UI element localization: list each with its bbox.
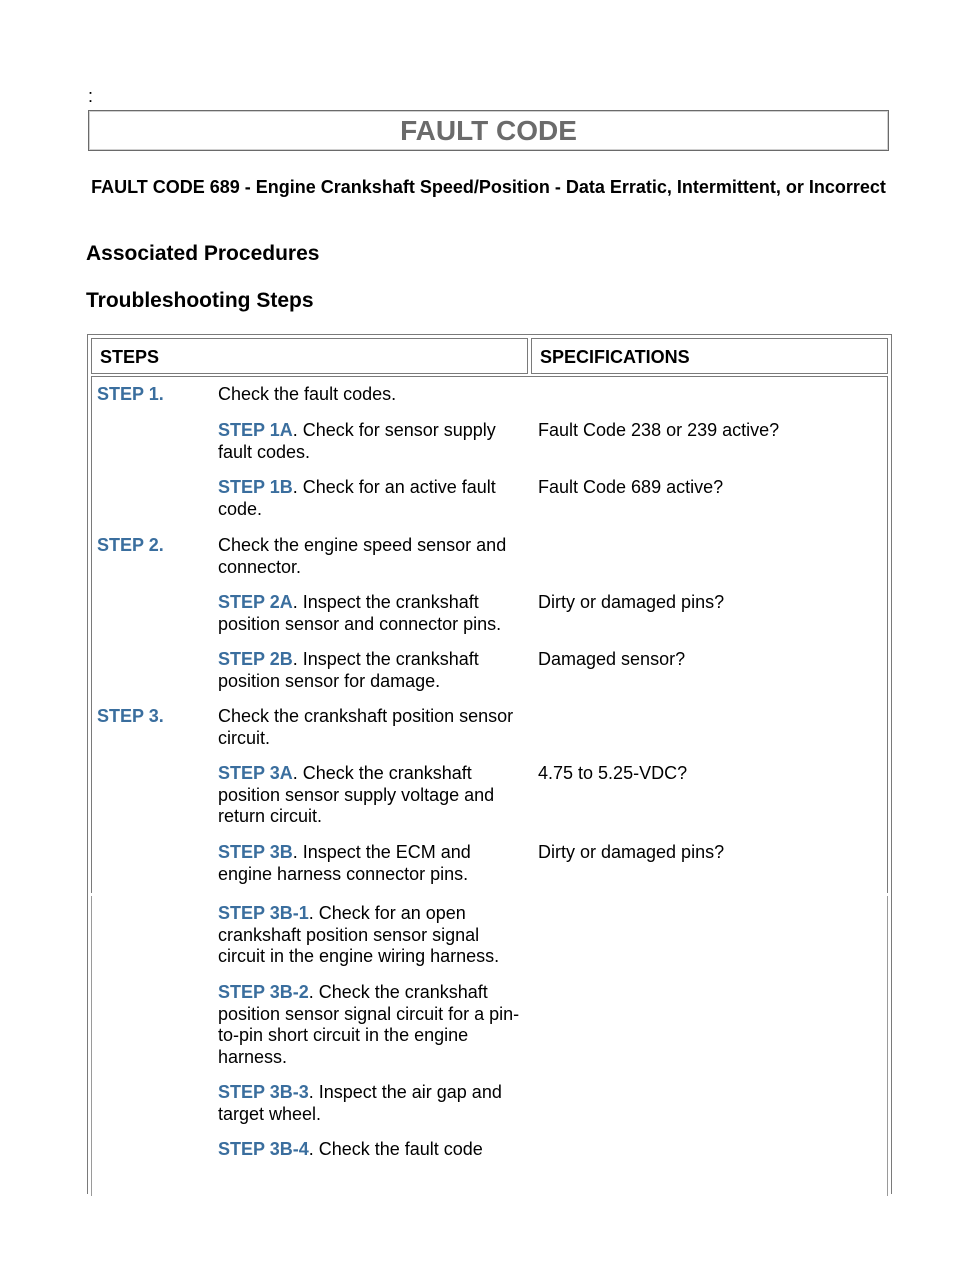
specifications-column-header: SPECIFICATIONS (531, 338, 888, 374)
step-1b-description: STEP 1B. Check for an active fault code. (218, 477, 496, 519)
page-banner: FAULT CODE (88, 110, 889, 151)
step-3b-link[interactable]: STEP 3B (218, 842, 293, 862)
step-2b-spec: Damaged sensor? (538, 649, 686, 669)
step-2a-spec: Dirty or damaged pins? (538, 592, 725, 612)
associated-procedures-heading: Associated Procedures (86, 242, 320, 265)
step-1a-link[interactable]: STEP 1A (218, 420, 293, 440)
step-2a-link[interactable]: STEP 2A (218, 592, 293, 612)
step-1-description: Check the fault codes. (218, 384, 397, 404)
step-1a-spec: Fault Code 238 or 239 active? (538, 420, 780, 440)
step-3-description: Check the crankshaft position sensor circuit. (218, 706, 514, 748)
step-3a-link[interactable]: STEP 3A (218, 763, 293, 783)
step-3b-3-description: STEP 3B-3. Inspect the air gap and target wheel. (218, 1082, 502, 1124)
step-3b-4-description: STEP 3B-4. Check the fault code (218, 1139, 483, 1159)
step-2a-description: STEP 2A. Inspect the crankshaft position sensor and connector pins. (218, 592, 502, 634)
steps-column-header: STEPS (91, 338, 528, 374)
step-3b-1-link[interactable]: STEP 3B-1 (218, 903, 309, 923)
step-3-link[interactable]: STEP 3. (97, 706, 164, 726)
step-2b-link[interactable]: STEP 2B (218, 649, 293, 669)
stray-colon: : (88, 86, 94, 106)
step-3b-2-description: STEP 3B-2. Check the crankshaft position sensor signal circuit for a pin-to-pin short circuit in the engine harness. (218, 982, 520, 1067)
step-3b-4-link[interactable]: STEP 3B-4 (218, 1139, 309, 1159)
troubleshooting-steps-heading: Troubleshooting Steps (86, 289, 314, 312)
step-2b-description: STEP 2B. Inspect the crankshaft position sensor for damage. (218, 649, 479, 691)
step-3b-spec: Dirty or damaged pins? (538, 842, 725, 862)
step-3b-2-link[interactable]: STEP 3B-2 (218, 982, 309, 1002)
step-2-description: Check the engine speed sensor and connector. (218, 535, 507, 577)
step-1b-link[interactable]: STEP 1B (218, 477, 293, 497)
step-1-link[interactable]: STEP 1. (97, 384, 164, 404)
step-3a-spec: 4.75 to 5.25-VDC? (538, 763, 688, 783)
step-1b-spec: Fault Code 689 active? (538, 477, 724, 497)
step-3a-description: STEP 3A. Check the crankshaft position sensor supply voltage and return circuit. (218, 763, 495, 826)
step-3b-1-description: STEP 3B-1. Check for an open crankshaft position sensor signal circuit in the engine wiring harness. (218, 903, 500, 966)
step-1a-description: STEP 1A. Check for sensor supply fault codes. (218, 420, 496, 462)
step-3b-description: STEP 3B. Inspect the ECM and engine harness connector pins. (218, 842, 471, 884)
fault-code-title: FAULT CODE 689 - Engine Crankshaft Speed/Position - Data Erratic, Intermittent, or Incorrect (91, 177, 886, 197)
step-2-link[interactable]: STEP 2. (97, 535, 164, 555)
step-3b-3-link[interactable]: STEP 3B-3 (218, 1082, 309, 1102)
